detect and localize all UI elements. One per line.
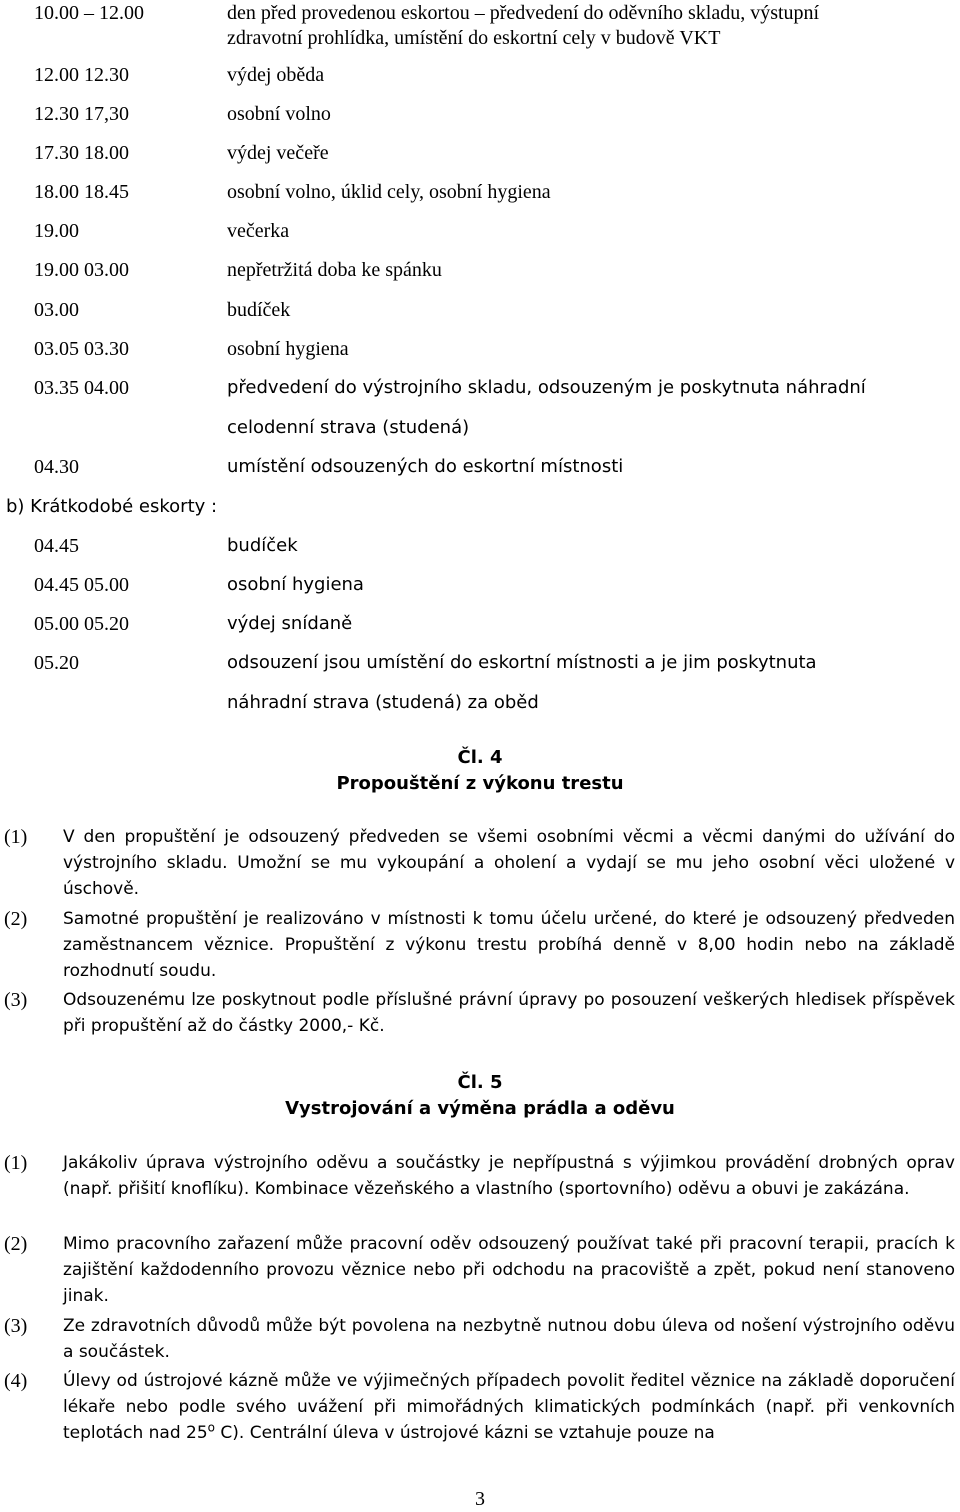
schedule-time: 18.00 18.45 xyxy=(34,181,129,203)
page-number: 3 xyxy=(475,1488,485,1510)
article-number: Čl. 5 xyxy=(457,1072,503,1093)
schedule-desc: výdej oběda xyxy=(227,64,325,86)
schedule-time: 04.30 xyxy=(34,456,79,478)
paragraph-text: Samotné propuštění je realizováno v místnosti k tomu účelu určené, do které je odsouzený předveden zaměstnancem věznice. Propuštění z výkonu trestu probíhá denně v 8,00 hodin nebo na základě rozhodnutí soudu. xyxy=(63,909,955,981)
paragraph-number: (4) xyxy=(4,1370,28,1392)
schedule-row xyxy=(0,611,960,637)
paragraph-text: V den propuštění je odsouzený předveden se všemi osobními věcmi a věcmi danými do užívání do výstrojního skladu. Umožní se mu vykoupání a oholení a vydají se mu jeho osobní věci uložené v úschově. xyxy=(63,827,955,899)
schedule-time: 04.45 xyxy=(34,535,79,557)
schedule-desc: budíček xyxy=(227,535,298,556)
paragraph-text: Odsouzenému lze poskytnout podle příslušné právní úpravy po posouzení veškerých hledisek příspěvek při propuštění až do částky 2000,- Kč. xyxy=(63,990,955,1036)
schedule-desc: osobní hygiena xyxy=(227,574,364,595)
schedule-desc: umístění odsouzených do eskortní místnosti xyxy=(227,456,624,477)
schedule-time: 03.35 04.00 xyxy=(34,377,129,399)
paragraph-text: Mimo pracovního zařazení může pracovní oděv odsouzený používat také při pracovní terapii, pracích k zajištění každodenního provozu věznice nebo při odchodu na pracoviště a zpět, pokud není stanoveno jinak. xyxy=(63,1234,955,1306)
schedule-desc-cont: zdravotní prohlídka, umístění do eskortní cely v budově VKT xyxy=(227,27,721,49)
schedule-row xyxy=(0,533,960,559)
schedule-time: 17.30 18.00 xyxy=(34,142,129,164)
degree-superscript: o xyxy=(207,1420,216,1435)
schedule-time: 05.00 05.20 xyxy=(34,613,129,635)
paragraph-text-part: C). Centrální úleva v ústrojové kázni se vztahuje pouze na xyxy=(215,1423,715,1443)
schedule-time: 12.30 17,30 xyxy=(34,103,129,125)
schedule-time: 03.00 xyxy=(34,299,79,321)
paragraph-number: (1) xyxy=(4,1152,28,1174)
paragraph-number: (2) xyxy=(4,908,28,930)
schedule-row xyxy=(0,0,960,49)
schedule-row xyxy=(0,101,960,127)
paragraph-text: Ze zdravotních důvodů může být povolena na nezbytně nutnou dobu úleva od nošení výstrojního oděvu a součástek. xyxy=(63,1316,955,1362)
paragraph-number: (2) xyxy=(4,1233,28,1255)
paragraph-text-part: Úlevy od ústrojové kázně může ve výjimečných případech povolit ředitel věznice na základě doporučení lékaře nebo podle svého uvážení při mimořádných klimatických podmínkách (např. při venkovních teplotách nad 25 xyxy=(63,1371,955,1443)
schedule-row xyxy=(0,297,960,323)
schedule-row xyxy=(0,336,960,362)
schedule-row xyxy=(0,179,960,205)
schedule-desc: osobní hygiena xyxy=(227,338,349,360)
schedule-desc: den před provedenou eskortou – předvedení do oděvního skladu, výstupní xyxy=(227,2,820,24)
paragraph-text: Jakákoliv úprava výstrojního oděvu a součástky je nepřípustná s výjimkou provádění drobných oprav (např. přišití knoflíku). Kombinace vězeňského a vlastního (sportovního) oděvu a obuvi je zakázána. xyxy=(63,1153,955,1199)
schedule-desc: osobní volno, úklid cely, osobní hygiena xyxy=(227,181,551,203)
schedule-row xyxy=(0,375,960,438)
paragraph-number: (3) xyxy=(4,989,28,1011)
section-title: b) Krátkodobé eskorty : xyxy=(6,496,218,517)
article-number: Čl. 4 xyxy=(457,747,503,768)
paragraph-text xyxy=(63,1368,955,1446)
schedule-desc-cont: náhradní strava (studená) za oběd xyxy=(227,692,539,713)
schedule-time: 04.45 05.00 xyxy=(34,574,129,596)
schedule-time: 12.00 12.30 xyxy=(34,64,129,86)
schedule-desc: předvedení do výstrojního skladu, odsouzeným je poskytnuta náhradní xyxy=(227,377,866,398)
schedule-time: 19.00 03.00 xyxy=(34,259,129,281)
schedule-row xyxy=(0,140,960,166)
schedule-row xyxy=(0,454,960,480)
schedule-desc: budíček xyxy=(227,299,291,321)
schedule-row xyxy=(0,650,960,713)
paragraph-number: (3) xyxy=(4,1315,28,1337)
schedule-time: 10.00 – 12.00 xyxy=(34,2,144,24)
schedule-row xyxy=(0,257,960,283)
schedule-desc: odsouzení jsou umístění do eskortní místnosti a je jim poskytnuta xyxy=(227,652,817,673)
article-title: Propouštění z výkonu trestu xyxy=(336,773,624,794)
article-title: Vystrojování a výměna prádla a oděvu xyxy=(285,1098,675,1119)
schedule-time: 19.00 xyxy=(34,220,79,242)
schedule-desc: výdej snídaně xyxy=(227,613,353,634)
paragraph-number: (1) xyxy=(4,826,28,848)
schedule-desc-cont: celodenní strava (studená) xyxy=(227,417,470,438)
schedule-time: 03.05 03.30 xyxy=(34,338,129,360)
schedule-row xyxy=(0,62,960,88)
schedule-desc: výdej večeře xyxy=(227,142,329,164)
schedule-desc: osobní volno xyxy=(227,103,331,125)
schedule-row xyxy=(0,218,960,244)
schedule-desc: večerka xyxy=(227,220,290,242)
schedule-row xyxy=(0,572,960,598)
schedule-time: 05.20 xyxy=(34,652,79,674)
schedule-desc: nepřetržitá doba ke spánku xyxy=(227,259,442,281)
